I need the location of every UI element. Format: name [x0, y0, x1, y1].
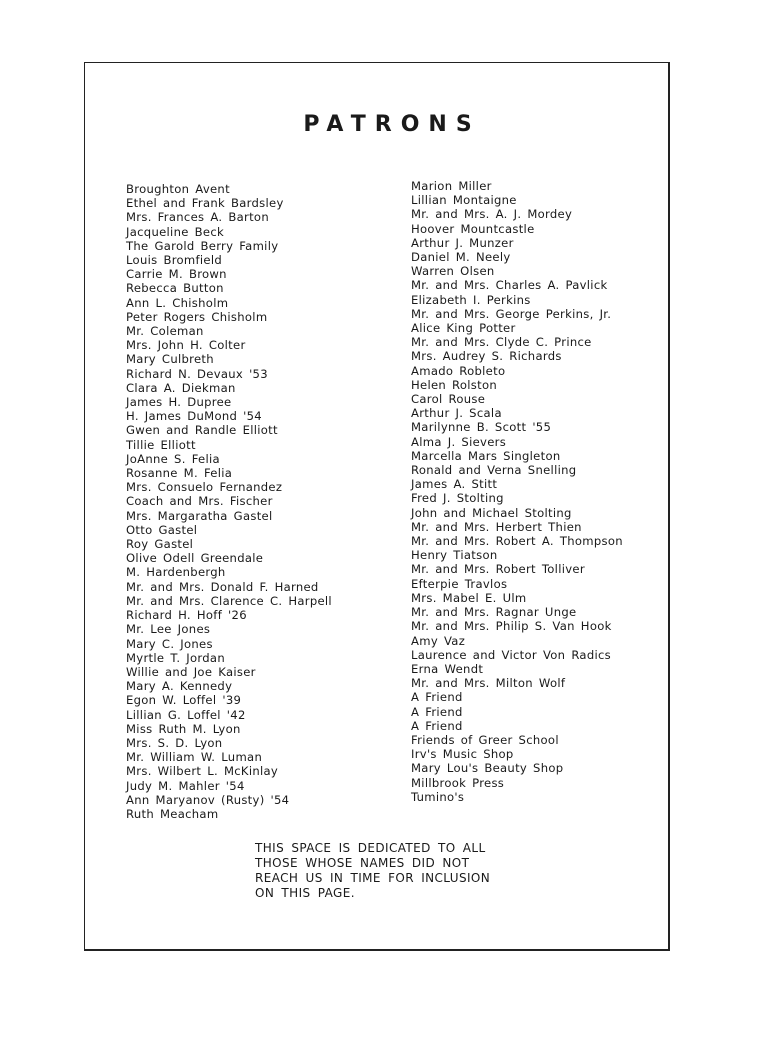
patron-name: Gwen and Randle Elliott [126, 423, 278, 438]
patron-name: Mary Lou's Beauty Shop [411, 761, 564, 776]
patron-name: H. James DuMond '54 [126, 409, 262, 424]
patron-name: Judy M. Mahler '54 [126, 778, 245, 793]
patron-name: Mrs. Mabel E. Ulm [411, 590, 527, 605]
dedication-line: THOSE WHOSE NAMES DID NOT [255, 856, 470, 870]
patron-name: Ronald and Verna Snelling [411, 463, 577, 478]
patron-name: Mrs. Frances A. Barton [126, 210, 269, 225]
patron-name: Hoover Mountcastle [411, 221, 535, 236]
patron-name: Erna Wendt [411, 661, 484, 676]
patron-name: JoAnne S. Felia [126, 451, 220, 466]
patron-name: Amy Vaz [411, 633, 466, 648]
patron-name: Mr. and Mrs. Robert Tolliver [411, 562, 585, 577]
patron-name: Mrs. Margaratha Gastel [126, 508, 273, 523]
patron-name: Mr. and Mrs. Milton Wolf [411, 676, 566, 691]
patron-name: A Friend [411, 690, 463, 705]
patron-name: Mr. and Mrs. Robert A. Thompson [411, 534, 623, 549]
patron-name: Mr. and Mrs. Philip S. Van Hook [411, 619, 612, 634]
patron-name: Otto Gastel [126, 522, 198, 537]
patron-name: Mrs. Wilbert L. McKinlay [126, 764, 279, 779]
patron-name: Mr. and Mrs. Clarence C. Harpell [126, 593, 332, 608]
patron-name: Mrs. Consuelo Fernandez [126, 480, 283, 495]
patron-name: M. Hardenbergh [126, 565, 226, 580]
patron-name: Willie and Joe Kaiser [126, 664, 256, 679]
patron-name: Fred J. Stolting [411, 491, 504, 506]
patron-name: Ann L. Chisholm [126, 295, 229, 310]
patron-name: Olive Odell Greendale [126, 551, 264, 566]
patron-name: Mary Culbreth [126, 352, 214, 367]
patron-name: Millbrook Press [411, 775, 505, 790]
patron-name: Arthur J. Munzer [411, 235, 514, 250]
dedication-line: ON THIS PAGE. [255, 886, 355, 900]
patron-name: Henry Tiatson [411, 548, 498, 563]
patron-name: Marcella Mars Singleton [411, 448, 561, 463]
patron-name: Alma J. Sievers [411, 434, 507, 449]
patron-name: Carol Rouse [411, 392, 486, 407]
patron-list-right [411, 179, 623, 804]
patron-name: Friends of Greer School [411, 732, 559, 747]
patron-name: Mrs. Audrey S. Richards [411, 349, 562, 364]
patron-name: Richard H. Hoff '26 [126, 608, 247, 623]
patron-name: Jacqueline Beck [126, 224, 225, 239]
patron-name: Efterpie Travlos [411, 576, 508, 591]
patron-name: A Friend [411, 718, 463, 733]
patron-name: Roy Gastel [126, 537, 194, 552]
patron-name: Marilynne B. Scott '55 [411, 420, 552, 435]
patron-name: James H. Dupree [126, 395, 232, 410]
patron-name: Mr. and Mrs. A. J. Mordey [411, 207, 573, 222]
patron-name: Laurence and Victor Von Radics [411, 647, 612, 662]
patron-name: Alice King Potter [411, 321, 516, 336]
patron-name: Tillie Elliott [126, 437, 196, 452]
patron-name: Broughton Avent [126, 182, 230, 196]
patron-name: Lillian G. Loffel '42 [126, 707, 246, 722]
patron-name: Mrs. S. D. Lyon [126, 735, 223, 750]
patron-name: Egon W. Loffel '39 [126, 693, 242, 708]
patron-name: Mr. and Mrs. Herbert Thien [411, 519, 582, 534]
patron-name: Mr. and Mrs. Donald F. Harned [126, 579, 319, 594]
patron-name: Tumino's [411, 789, 465, 804]
patron-name: Richard N. Devaux '53 [126, 366, 268, 381]
dedication-line: THIS SPACE IS DEDICATED TO ALL [255, 841, 486, 855]
patron-name: Ethel and Frank Bardsley [126, 196, 284, 211]
patron-name: James A. Stitt [411, 477, 498, 492]
page-title: PATRONS [303, 112, 481, 137]
patron-name: Arthur J. Scala [411, 406, 502, 421]
patron-name: Rosanne M. Felia [126, 466, 233, 481]
patron-name: Amado Robleto [411, 363, 506, 378]
patron-name: Mary A. Kennedy [126, 679, 233, 694]
patron-name: Lillian Montaigne [411, 193, 517, 208]
patron-list-left [126, 182, 332, 821]
patron-name: John and Michael Stolting [411, 505, 572, 520]
patron-name: Mr. and Mrs. Clyde C. Prince [411, 335, 592, 350]
patron-name: Mr. William W. Luman [126, 750, 263, 765]
patron-name: Coach and Mrs. Fischer [126, 494, 273, 509]
patron-name: Mr. and Mrs. George Perkins, Jr. [411, 306, 612, 321]
patron-name: Carrie M. Brown [126, 267, 227, 282]
dedication-line: REACH US IN TIME FOR INCLUSION [255, 871, 491, 885]
patron-name: Mr. Coleman [126, 324, 204, 339]
patron-name: A Friend [411, 704, 463, 719]
patron-name: Peter Rogers Chisholm [126, 309, 268, 324]
patron-name: Irv's Music Shop [411, 747, 514, 762]
patron-name: The Garold Berry Family [126, 238, 279, 253]
patron-name: Daniel M. Neely [411, 250, 511, 265]
patron-name: Helen Rolston [411, 377, 498, 392]
patron-name: Clara A. Diekman [126, 380, 236, 395]
patron-name: Ann Maryanov (Rusty) '54 [126, 792, 290, 807]
patron-name: Mr. and Mrs. Charles A. Pavlick [411, 278, 608, 293]
patron-name: Ruth Meacham [126, 806, 219, 821]
patron-name: Mr. and Mrs. Ragnar Unge [411, 605, 577, 620]
patron-name: Elizabeth I. Perkins [411, 292, 531, 307]
patron-name: Mary C. Jones [126, 636, 213, 651]
patron-name: Mrs. John H. Colter [126, 338, 246, 353]
dedication-note [255, 841, 490, 901]
patron-name: Myrtle T. Jordan [126, 650, 225, 665]
patron-name: Warren Olsen [411, 264, 495, 279]
patron-name: Miss Ruth M. Lyon [126, 721, 241, 736]
patron-name: Louis Bromfield [126, 253, 223, 268]
patron-name: Marion Miller [411, 179, 492, 193]
patron-name: Rebecca Button [126, 281, 224, 296]
patron-name: Mr. Lee Jones [126, 622, 211, 637]
